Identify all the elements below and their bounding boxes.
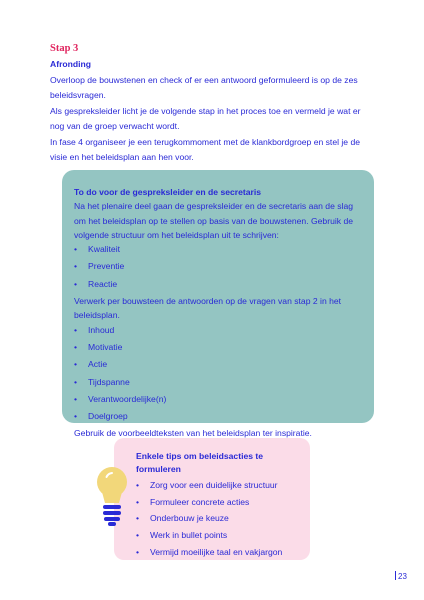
- step-intro: [50, 57, 370, 166]
- todo-closing: Gebruik de voorbeeldteksten van het beleidsplan ter inspiratie.: [74, 428, 312, 439]
- list-item: • Reactie: [74, 277, 362, 291]
- intro-paragraph: Als gespreksleider licht je de volgende stap in het proces toe en vermeld je wat er nog van de groep verwacht wordt.: [50, 105, 361, 131]
- todo-heading: To do voor de gespreksleider en de secretaris: [74, 187, 262, 197]
- list-item: • Kwaliteit: [74, 242, 362, 256]
- tips-box: [114, 438, 310, 560]
- intro-paragraph: In fase 4 organiseer je een terugkommoment met de klankbordgroep en stel je de visie en het beleidsplan aan hen voor.: [50, 136, 361, 162]
- list-item: • Verantwoordelijke(n): [74, 392, 362, 406]
- list-item: • Formuleer concrete acties: [136, 496, 298, 509]
- list-item: • Actie: [74, 357, 362, 371]
- page-number: 23: [395, 571, 407, 581]
- todo-middle: Verwerk per bouwsteen de antwoorden op de vragen van stap 2 in het beleidsplan.: [74, 296, 342, 321]
- list-item: • Zorg voor een duidelijke structuur: [136, 479, 298, 492]
- list-item: • Motivatie: [74, 340, 362, 354]
- items-list: [74, 323, 362, 424]
- todo-box: [62, 170, 374, 439]
- list-item: • Inhoud: [74, 323, 362, 337]
- todo-intro: Na het plenaire deel gaan de gespreksleider en de secretaris aan de slag om het beleidsplan op te stellen op basis van de bouwstenen. Gebruik de volgende structuur om het beleidsplan uit te schrijven:: [74, 201, 354, 240]
- tips-list: [136, 479, 298, 559]
- list-item: • Onderbouw je keuze: [136, 512, 298, 525]
- lightbulb-icon: [94, 465, 130, 527]
- list-item: • Preventie: [74, 259, 362, 273]
- intro-paragraph: Overloop de bouwstenen en check of er een antwoord geformuleerd is op de zes beleidsvragen.: [50, 74, 358, 100]
- list-item: • Tijdspanne: [74, 375, 362, 389]
- structure-list: [74, 242, 362, 291]
- list-item: • Vermijd moeilijke taal en vakjargon: [136, 546, 298, 559]
- list-item: • Doelgroep: [74, 409, 362, 423]
- step-title: Stap 3: [50, 43, 79, 54]
- tips-heading: Enkele tips om beleidsacties te formuleren: [136, 451, 264, 474]
- step-subtitle: Afronding: [50, 59, 92, 69]
- list-item: • Werk in bullet points: [136, 529, 298, 542]
